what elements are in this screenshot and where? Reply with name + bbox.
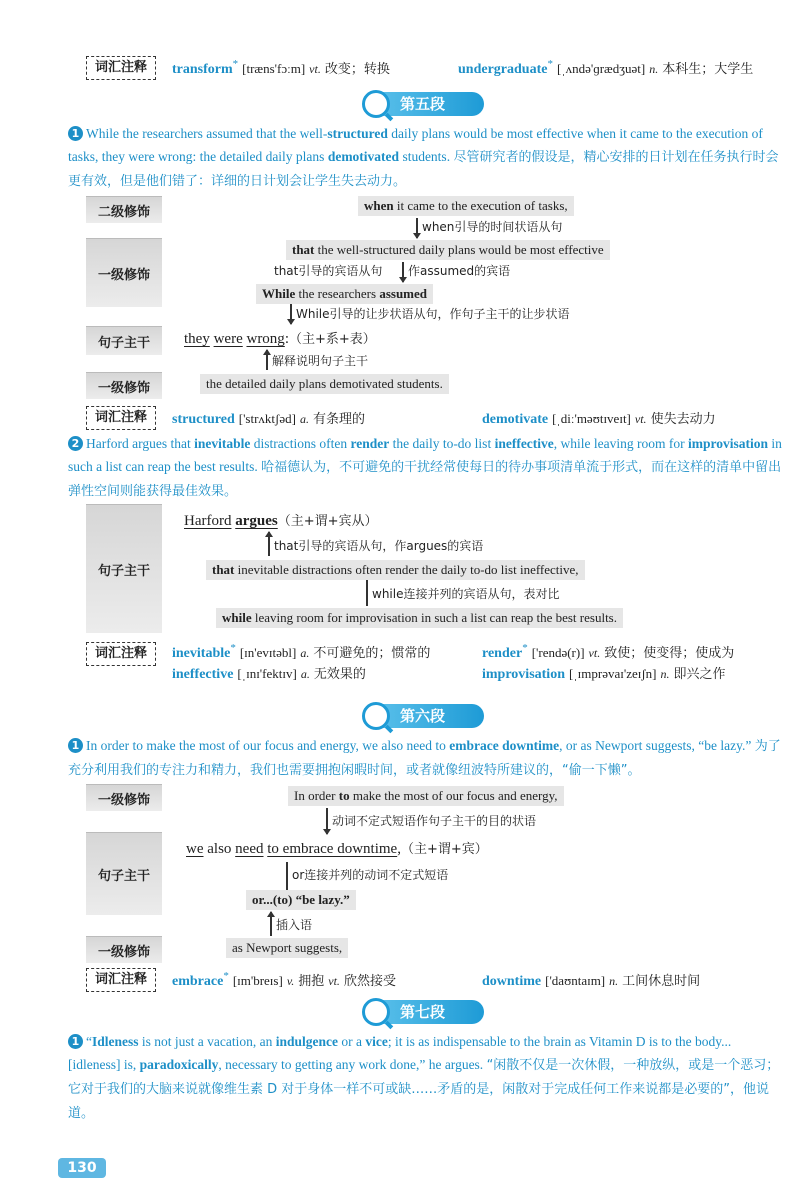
label-main-clause: 句子主干: [86, 504, 162, 633]
label-secondary-modifier: 二级修饰: [86, 196, 162, 223]
section-header-6: 第六段: [366, 704, 484, 728]
paragraph-7-1: 1 “Idleness is not just a vacation, an indulgence or a vice; it is as indispensable to the brain as Vitamin D is to the body... [idleness] is, paradoxically, necessary to getting any work done,” he argues. “闲散不仅是一次休假，一种放纵，或是一个恶习；它对于我们的大脑来说就像维生素 D 对于身体一样不可或缺……矛盾的是，闲散对于完成任何工作来说都是必要的”，他说道。: [68, 1034, 780, 1121]
annotation: that引导的宾语从句，作argues的宾语: [274, 539, 484, 553]
vocab-entry-downtime: downtime ['daʊntaɪm] n. 工间休息时间: [482, 973, 701, 989]
annotation: 插入语: [276, 918, 313, 932]
arrow-up: [270, 912, 272, 936]
section-header-7: 第七段: [366, 1000, 484, 1024]
main-clause: they were wrong:（主+系+表）: [184, 331, 376, 347]
vocab-entry-undergraduate: undergraduate* [ˌʌndə'ɡrædʒuət] n. 本科生；大学生: [458, 58, 754, 77]
vocab-label: 词汇注释: [86, 642, 156, 666]
clause-when: when it came to the execution of tasks,: [358, 196, 574, 216]
page-number: 130: [58, 1158, 106, 1178]
or-phrase: or...(to) “be lazy.”: [246, 890, 356, 910]
clause-that: that inevitable distractions often render the daily to-do list ineffective,: [206, 560, 585, 580]
arrow-down: [326, 808, 328, 834]
annotation: or连接并列的动词不定式短语: [292, 868, 449, 882]
annotation: 作assumed的宾语: [408, 264, 511, 278]
vocab-meaning: 改变；转换: [324, 62, 390, 77]
section-header-5: 第五段: [366, 92, 484, 116]
vocab-entry-transform: transform* [træns'fɔːm] vt. 改变；转换: [172, 58, 390, 77]
label-main-clause: 句子主干: [86, 326, 162, 355]
label-primary-modifier: 一级修饰: [86, 936, 162, 963]
clause-while: while leaving room for improvisation in such a list can reap the best results.: [216, 608, 623, 628]
arrow-up: [268, 532, 270, 556]
annotation: when引导的时间状语从句: [422, 220, 563, 234]
parenthetical: as Newport suggests,: [226, 938, 348, 958]
annotation: While引导的让步状语从句，作句子主干的让步状语: [296, 307, 570, 321]
label-primary-modifier: 一级修饰: [86, 784, 162, 811]
connector-line: [286, 862, 288, 890]
label-main-clause: 句子主干: [86, 832, 162, 915]
arrow-down: [402, 262, 404, 282]
vocab-label: 词汇注释: [86, 56, 156, 80]
magnifier-icon: [362, 998, 390, 1026]
label-primary-modifier: 一级修饰: [86, 372, 162, 399]
paragraph-5-1: 1 While the researchers assumed that the well-structured daily plans would be most effective when it came to the execution of tasks, they were wrong: the detailed daily plans demotivated students. 尽管研究者的假设是，精心安排的日计划在任务执行时会更有效，但是他们错了：详细的日计划会让学生失去动力。: [68, 126, 779, 189]
vocab-entry-embrace: embrace* [ɪm'breɪs] v. 拥抱 vt. 欣然接受: [172, 970, 396, 989]
paragraph-5-2: 2 Harford argues that inevitable distractions often render the daily to-do list ineffective, while leaving room for improvisation in such a list can reap the best results. 哈福德认为，不可避免的干扰经常使每日的待办事项清单流于形式，而在这样的清单中留出弹性空间则能获得最佳效果。: [68, 436, 782, 499]
connector-line: [366, 580, 368, 606]
paragraph-6-1: 1 In order to make the most of our focus and energy, we also need to embrace downtime, or as Newport suggests, “be lazy.” 为了充分利用我们的专注力和精力，我们也需要拥抱闲暇时间，或者就像纽波特所建议的，“偷一下懒”。: [68, 738, 781, 778]
magnifier-icon: [362, 702, 390, 730]
annotation: 解释说明句子主干: [272, 354, 369, 368]
vocab-entry-ineffective: ineffective [ˌɪnɪ'fektɪv] a. 无效果的: [172, 666, 366, 682]
vocab-entry-improvisation: improvisation [ˌɪmprəvaɪ'zeɪʃn] n. 即兴之作: [482, 666, 726, 682]
vocab-label: 词汇注释: [86, 968, 156, 992]
vocab-entry-inevitable: inevitable* [ɪn'evɪtəbl] a. 不可避免的；惯常的: [172, 642, 431, 661]
arrow-down: [290, 304, 292, 324]
vocab-word: transform: [172, 62, 233, 77]
magnifier-icon: [362, 90, 390, 118]
vocab-label: 词汇注释: [86, 406, 156, 430]
vocab-phonetic: [træns'fɔːm]: [242, 61, 306, 76]
label-primary-modifier: 一级修饰: [86, 238, 162, 307]
appositive-clause: the detailed daily plans demotivated students.: [200, 374, 449, 394]
clause-that: that the well-structured daily plans would be most effective: [286, 240, 610, 260]
arrow-up: [266, 350, 268, 370]
vocab-entry-render: render* ['rendə(r)] vt. 致使；使变得；使成为: [482, 642, 735, 661]
vocab-entry-structured: structured ['strʌktʃəd] a. 有条理的: [172, 411, 365, 427]
vocab-entry-demotivate: demotivate [ˌdiː'məʊtɪveɪt] vt. 使失去动力: [482, 411, 716, 427]
arrow-down: [416, 218, 418, 238]
annotation: while连接并列的宾语从句，表对比: [372, 587, 560, 601]
clause-in-order-to: In order to make the most of our focus and energy,: [288, 786, 564, 806]
main-clause: Harford argues（主+谓+宾从）: [184, 513, 378, 529]
main-clause: we also need to embrace downtime,（主+谓+宾）: [186, 841, 488, 857]
annotation: that引导的宾语从句: [274, 264, 383, 278]
annotation: 动词不定式短语作句子主干的目的状语: [332, 814, 537, 828]
clause-while: While the researchers assumed: [256, 284, 433, 304]
